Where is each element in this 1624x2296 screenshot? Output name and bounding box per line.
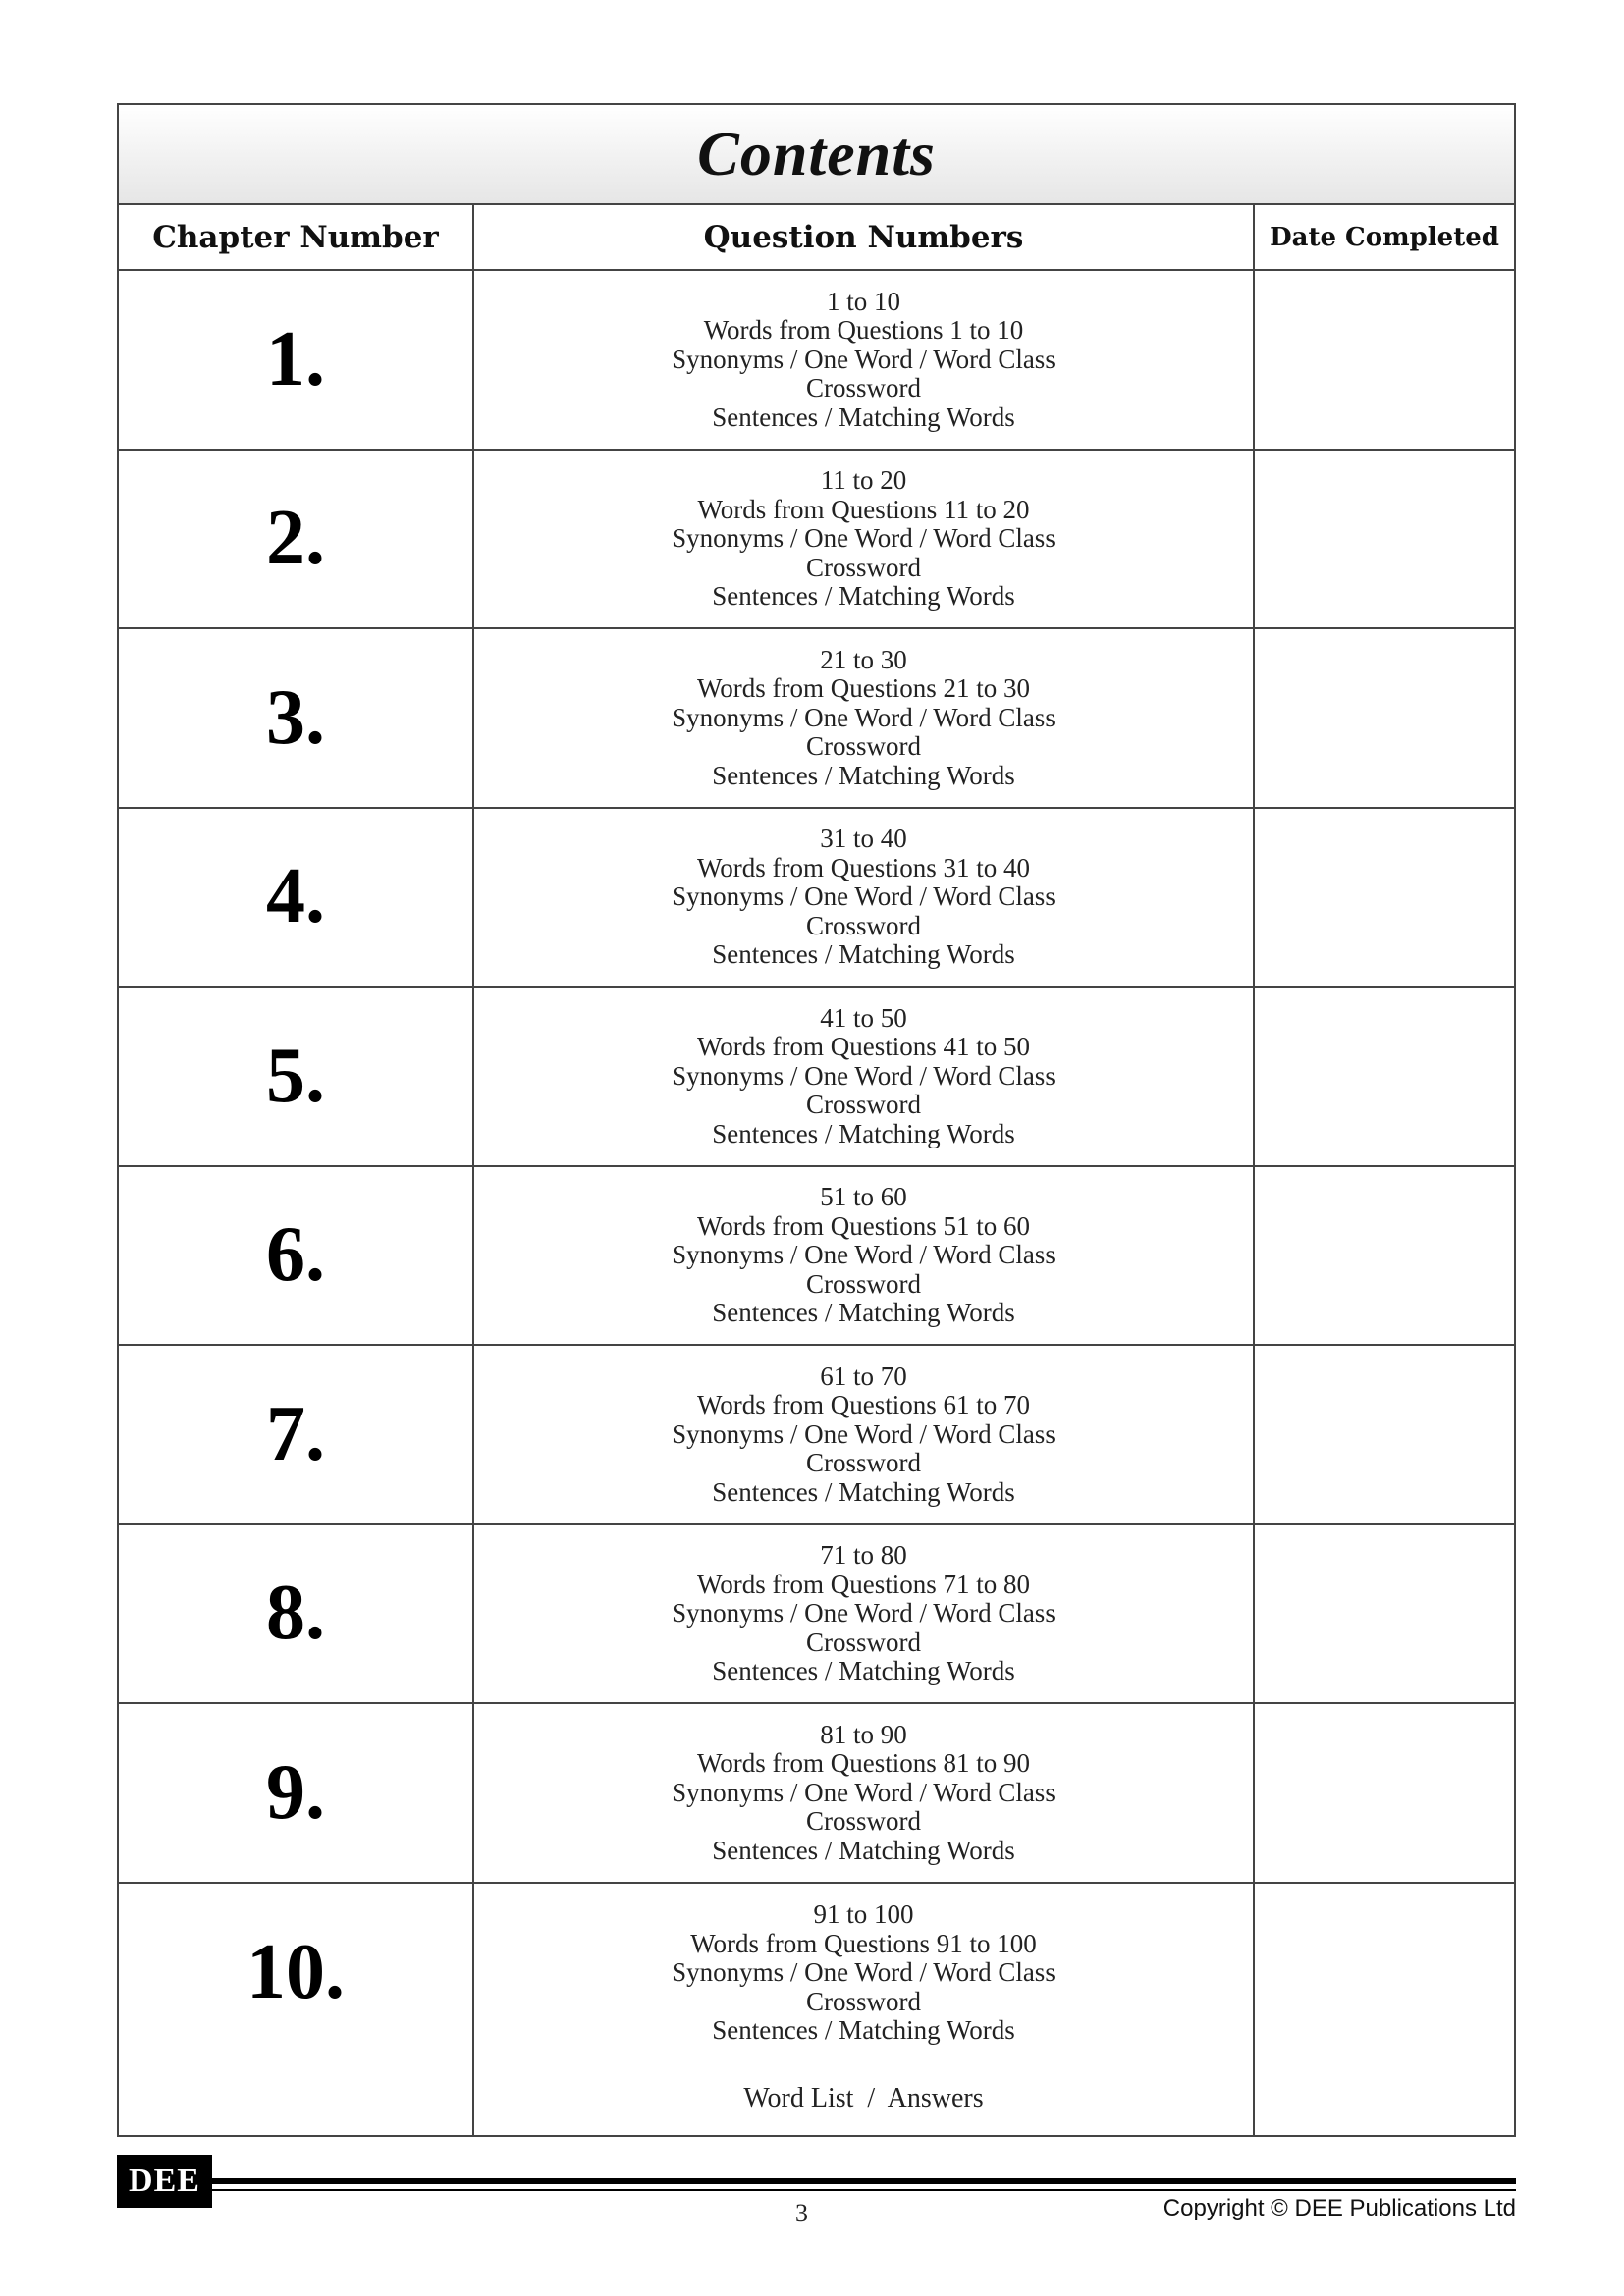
question-line: Words from Questions 51 to 60 — [696, 1210, 1031, 1241]
question-line: 91 to 100 — [813, 1899, 914, 1929]
question-numbers-cell — [474, 629, 1255, 807]
question-line: Crossword — [805, 1806, 921, 1836]
question-line: Words from Questions 41 to 50 — [696, 1032, 1031, 1061]
contents-table — [117, 103, 1516, 2137]
chapter-number-cell — [119, 809, 474, 987]
date-completed-cell — [1255, 2062, 1514, 2135]
word-list-answers-cell — [474, 2062, 1255, 2135]
question-line: Crossword — [805, 1448, 921, 1477]
question-line: Synonyms / One Word / Word Class — [672, 1957, 1056, 1987]
chapter-number: 7. — [266, 1390, 325, 1477]
question-line: 81 to 90 — [820, 1719, 907, 1749]
question-line: Crossword — [805, 1986, 921, 2016]
question-line: Sentences / Matching Words — [712, 1118, 1015, 1148]
header-row — [119, 205, 1514, 271]
question-line: Crossword — [805, 1268, 921, 1299]
chapter-number-cell — [119, 1167, 474, 1345]
question-line: Synonyms / One Word / Word Class — [672, 1598, 1056, 1628]
header-chapter-number: Chapter Number — [119, 205, 474, 269]
date-completed-cell — [1255, 809, 1514, 987]
question-line: Sentences / Matching Words — [712, 401, 1015, 432]
chapter-row — [119, 988, 1514, 1167]
date-completed-cell — [1255, 1525, 1514, 1703]
question-line: Synonyms / One Word / Word Class — [672, 881, 1056, 911]
question-numbers-cell — [474, 1346, 1255, 1523]
question-line: Synonyms / One Word / Word Class — [672, 1240, 1056, 1269]
question-numbers-cell — [474, 271, 1255, 449]
page-title: Contents — [697, 119, 936, 188]
question-numbers-cell — [474, 988, 1255, 1165]
chapter-rows — [119, 271, 1514, 2062]
question-numbers-cell — [474, 1704, 1255, 1882]
question-line: Sentences / Matching Words — [712, 939, 1015, 969]
question-line: Words from Questions 1 to 10 — [703, 315, 1024, 345]
question-line: Synonyms / One Word / Word Class — [672, 1777, 1056, 1807]
date-completed-cell — [1255, 1346, 1514, 1523]
question-line: 61 to 70 — [820, 1361, 907, 1391]
question-lines — [672, 1721, 1056, 1866]
question-line: Words from Questions 31 to 40 — [696, 852, 1031, 882]
question-line: 71 to 80 — [820, 1540, 907, 1570]
date-completed-cell — [1255, 988, 1514, 1165]
dee-logo: DEE — [117, 2155, 212, 2208]
footer-rule-thin — [212, 2189, 1516, 2191]
chapter-row — [119, 1884, 1514, 2063]
question-line: Sentences / Matching Words — [712, 1476, 1015, 1507]
question-line: Sentences / Matching Words — [712, 1835, 1015, 1865]
chapter-number: 6. — [266, 1211, 325, 1299]
question-line: Synonyms / One Word / Word Class — [672, 344, 1056, 374]
chapter-row — [119, 809, 1514, 988]
question-numbers-cell — [474, 809, 1255, 987]
chapter-number: 5. — [266, 1032, 325, 1119]
question-line: Words from Questions 21 to 30 — [696, 673, 1031, 703]
question-line: Sentences / Matching Words — [712, 760, 1015, 790]
question-line: Sentences / Matching Words — [712, 1298, 1015, 1327]
chapter-row — [119, 451, 1514, 630]
chapter-number: 9. — [266, 1748, 325, 1836]
question-numbers-cell — [474, 1167, 1255, 1345]
date-completed-cell — [1255, 451, 1514, 628]
page-number: 3 — [795, 2199, 808, 2227]
question-line: Sentences / Matching Words — [712, 1656, 1015, 1685]
question-line: 31 to 40 — [820, 824, 907, 853]
empty-chapter-cell — [119, 2062, 474, 2135]
date-completed-cell — [1255, 1884, 1514, 2063]
word-list-answers-row — [119, 2062, 1514, 2135]
question-numbers-cell — [474, 1884, 1255, 2063]
date-completed-cell — [1255, 1167, 1514, 1345]
word-list-answers-label: Word List / Answers — [743, 2083, 984, 2113]
question-line: Synonyms / One Word / Word Class — [672, 702, 1056, 732]
chapter-number-cell — [119, 1704, 474, 1882]
copyright-notice: Copyright © DEE Publications Ltd — [1163, 2195, 1516, 2221]
question-line: Crossword — [805, 731, 921, 761]
question-numbers-cell — [474, 451, 1255, 628]
chapter-row — [119, 629, 1514, 809]
question-line: Crossword — [805, 1627, 921, 1657]
footer-rule-thick — [212, 2178, 1516, 2184]
question-line: Synonyms / One Word / Word Class — [672, 523, 1056, 553]
question-lines — [672, 1183, 1056, 1328]
question-line: Synonyms / One Word / Word Class — [672, 1418, 1056, 1449]
question-line: Crossword — [805, 910, 921, 940]
question-lines — [672, 646, 1056, 791]
chapter-number-cell — [119, 1884, 474, 2063]
question-lines — [672, 466, 1056, 612]
question-line: Crossword — [805, 552, 921, 582]
question-line: 41 to 50 — [820, 1002, 907, 1033]
question-line: Words from Questions 71 to 80 — [696, 1569, 1031, 1599]
chapter-number-cell — [119, 271, 474, 449]
chapter-row — [119, 271, 1514, 451]
chapter-number: 10. — [246, 1929, 345, 2016]
chapter-number: 4. — [266, 853, 325, 940]
question-lines — [672, 825, 1056, 970]
question-lines — [672, 1004, 1056, 1149]
title-bar — [119, 105, 1514, 205]
question-line: 51 to 60 — [820, 1182, 907, 1211]
chapter-number: 1. — [266, 315, 325, 402]
question-line: Crossword — [805, 1090, 921, 1119]
question-line: Words from Questions 91 to 100 — [690, 1928, 1037, 1958]
chapter-number-cell — [119, 1525, 474, 1703]
question-line: Crossword — [805, 373, 921, 402]
question-line: Words from Questions 11 to 20 — [697, 494, 1030, 524]
question-line: Sentences / Matching Words — [712, 581, 1015, 611]
question-line: Words from Questions 81 to 90 — [696, 1748, 1031, 1778]
chapter-number-cell — [119, 1346, 474, 1523]
question-lines — [672, 288, 1056, 433]
question-line: 1 to 10 — [826, 286, 900, 316]
question-line: Words from Questions 61 to 70 — [696, 1390, 1031, 1419]
chapter-number-cell — [119, 629, 474, 807]
question-lines — [672, 1541, 1056, 1686]
chapter-number-cell — [119, 988, 474, 1165]
header-date-completed: Date Completed — [1270, 222, 1499, 252]
chapter-row — [119, 1167, 1514, 1347]
question-lines — [672, 1900, 1056, 2046]
question-line: Sentences / Matching Words — [712, 2015, 1015, 2045]
question-numbers-cell — [474, 1525, 1255, 1703]
chapter-number-cell — [119, 451, 474, 628]
chapter-row — [119, 1704, 1514, 1884]
date-completed-cell — [1255, 271, 1514, 449]
question-line: Synonyms / One Word / Word Class — [672, 1060, 1056, 1091]
chapter-row — [119, 1346, 1514, 1525]
date-completed-cell — [1255, 1704, 1514, 1882]
question-line: 11 to 20 — [820, 465, 907, 495]
chapter-number: 8. — [266, 1570, 325, 1657]
chapter-number: 3. — [266, 673, 325, 761]
question-lines — [672, 1362, 1056, 1508]
chapter-row — [119, 1525, 1514, 1705]
header-question-numbers: Question Numbers — [474, 205, 1255, 269]
chapter-number: 2. — [266, 495, 325, 582]
date-completed-cell — [1255, 629, 1514, 807]
question-line: 21 to 30 — [820, 644, 907, 674]
